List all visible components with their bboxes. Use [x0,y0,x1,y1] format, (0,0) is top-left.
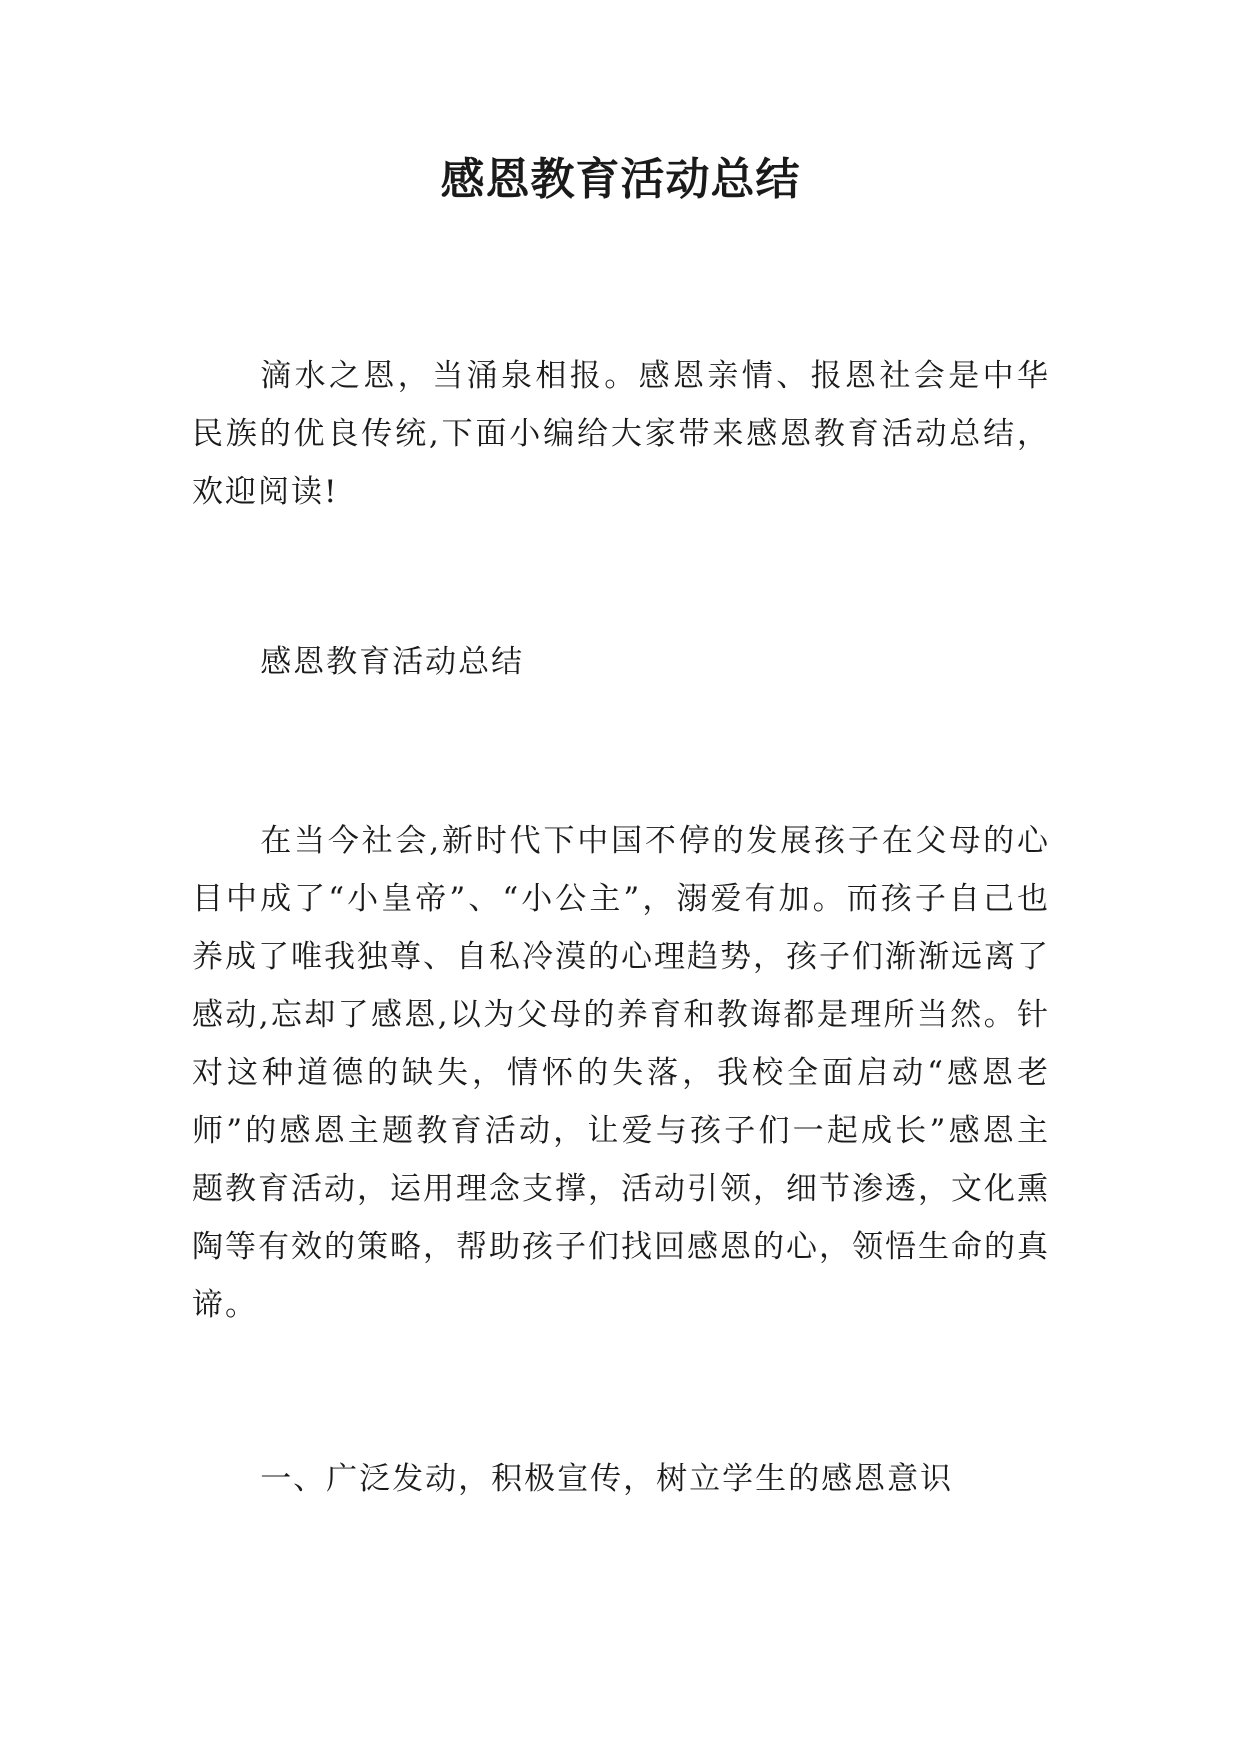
body-paragraph: 在当今社会,新时代下中国不停的发展孩子在父母的心目中成了“小皇帝”、“小公主”，溺爱有加。而孩子自己也养成了唯我独尊、自私冷漠的心理趋势，孩子们渐渐远离了感动,忘却了感恩,以为父母的养育和教诲都是理所当然。针对这种道德的缺失，情怀的失落，我校全面启动“感恩老师”的感恩主题教育活动，让爱与孩子们一起成长”感恩主题教育活动，运用理念支撑，活动引领，细节渗透，文化熏陶等有效的策略，帮助孩子们找回感恩的心，领悟生命的真谛。 [192,823,1050,1323]
intro-paragraph: 滴水之恩，当涌泉相报。感恩亲情、报恩社会是中华民族的优良传统,下面小编给大家带来感恩教育活动总结，欢迎阅读! [192,358,1050,510]
section-heading: 一、广泛发动，积极宣传，树立学生的感恩意识 [260,1461,954,1497]
subtitle-paragraph: 感恩教育活动总结 [260,644,525,680]
document-title: 感恩教育活动总结 [440,154,801,205]
